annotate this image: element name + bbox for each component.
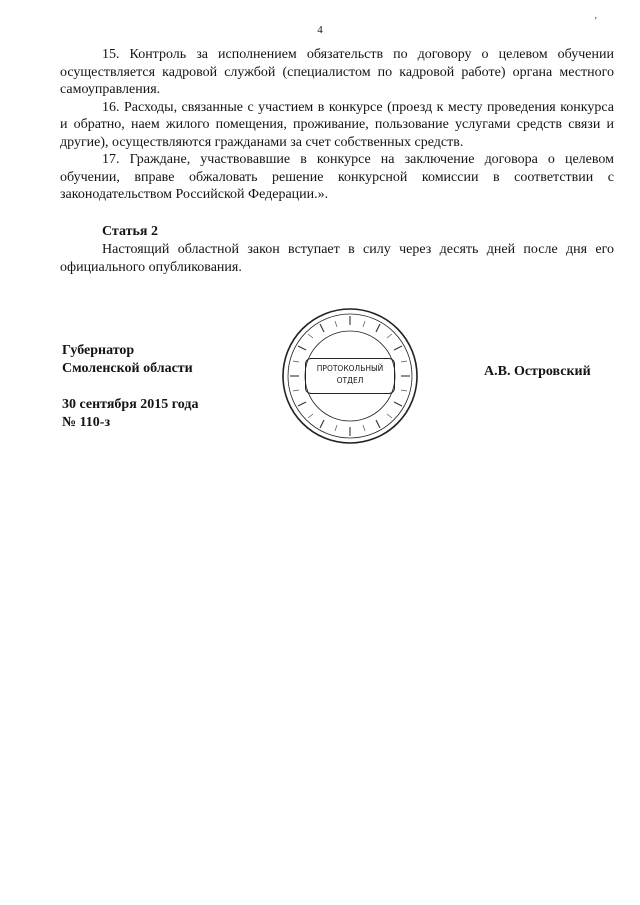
law-number: № 110-з [62,415,111,430]
law-body [60,46,614,204]
signatory-name: А.В. Островский [484,364,591,379]
paragraph-16: 16. Расходы, связанные с участием в конкурсе (проезд к месту проведения конкурса и обратно, наем жилого помещения, проживание, пользование услугами средств связи и другие), осуществляются гражданами за счет собственных средств. [60,99,614,150]
article-title: Статья 2 [102,224,158,239]
seal-label-line-1: ПРОТОКОЛЬНЫЙ [316,364,384,373]
law-date: 30 сентября 2015 года [62,397,199,412]
paragraph-17: 17. Граждане, участвовавшие в конкурсе на заключение договора о целевом обучении, вправе обжаловать решение конкурсной комиссии в соответствии с законодательством Российской Федерации.». [60,152,614,202]
paragraph-15: 15. Контроль за исполнением обязательств по договору о целевом обучении осуществляется кадровой службой (специалистом по кадровой работе) органа местного самоуправления. [60,47,614,97]
article-text [60,241,614,276]
corner-mark: ʼ [594,16,598,27]
page-number: 4 [317,24,323,36]
position-line-1: Губернатор [62,343,135,358]
signatory-position [62,342,193,378]
seal-center-label [305,358,395,394]
seal-label-line-2: ОТДЕЛ [336,376,364,385]
position-line-2: Смоленской области [62,361,193,376]
article-paragraph: Настоящий областной закон вступает в силу через десять дней после дня его официального опубликования. [60,242,614,275]
law-date-block [62,396,198,432]
